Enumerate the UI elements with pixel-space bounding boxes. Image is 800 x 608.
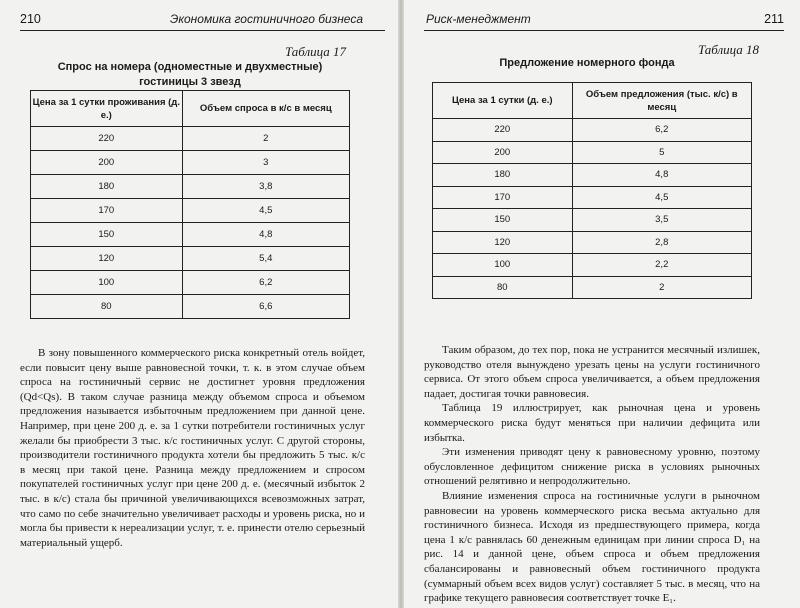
table-row <box>433 276 752 299</box>
header-cell: Объем предложения (тыс. к/с) в месяц <box>572 83 752 119</box>
header-cell: Цена за 1 сутки (д. е.) <box>433 83 573 119</box>
paragraph: Влияние изменения спроса на гостиничные услуги в рыночном равновесии на уровень коммерческого риска весьма актуально для гостиничного бизнеса. Исходя из предшествующего примера, когда цена 1 к/с равнялась 60 денежным единицам при линии спроса D₁ на рис. 14 и данной цене, объем спроса и объем предложения сбалансированы и равновесный объем гостиничного продукта (суммарный объем всех видов услуг) составляет 5 тыс. в месяц, что на графике текущего равновесия соответствует точке E₁. <box>424 489 760 605</box>
price-cell: 180 <box>31 175 183 199</box>
paragraph: В зону повышенного коммерческого риска конкретный отель войдет, если повысит цену выше равновесной точки, т. к. в этом случае объем спроса на гостиничный сервис не достигнет уровня предложения (Qd<Qs). В таком случае разница между объемом спроса и объемом предложения называется избыточным предложением при данной цене. Например, при цене 200 д. е. за 1 сутки потребители гостиничных услуг желали бы приобрести 3 тыс. к/с гостиничных услуг. С другой стороны, производители гостиничного продукта хотели бы предложить 5 тыс. к/с в месяц при такой цене. Разница между предложением и спросом покупателей гостиничных услуг при цене 200 д. е. (месячный избыток 2 тыс. в к/с) стала бы причиной увеличивающихся всевозможных затрат, что само по себе значительно увеличивает расходы и уровень риска, но и могла бы привести к нереализации услуг, т. е. принести отелю серьезный материальный ущерб. <box>20 347 365 549</box>
volume-cell: 6,2 <box>572 119 752 142</box>
volume-cell: 3,8 <box>182 175 349 199</box>
right-body-text <box>424 343 760 606</box>
table-row <box>31 199 350 223</box>
volume-cell: 4,8 <box>182 223 349 247</box>
paragraph: Таким образом, до тех пор, пока не устранится месячный излишек, руководство отеля вынуждено урезать цены на услуги гостиничного сервиса. От этого объем спроса увеличивается, а объем предложения падает, достигая точки равновесия. <box>424 344 760 400</box>
price-cell: 200 <box>433 141 573 164</box>
table-18-title <box>462 56 712 71</box>
table-17-title-line: Спрос на номера (одноместные и двухместные) <box>57 61 323 73</box>
header-cell: Цена за 1 сутки проживания (д. е.) <box>31 91 183 127</box>
table-18-label: Таблица 18 <box>698 42 760 57</box>
volume-cell: 2 <box>572 276 752 299</box>
table-18 <box>432 82 752 299</box>
price-cell: 100 <box>433 254 573 277</box>
header-cell: Объем спроса в к/с в месяц <box>182 91 349 127</box>
table-row <box>433 164 752 187</box>
right-page-number: 211 <box>764 12 784 26</box>
table-header-row <box>31 91 350 127</box>
price-cell: 170 <box>433 186 573 209</box>
price-cell: 80 <box>31 295 183 319</box>
right-page <box>402 0 800 608</box>
price-cell: 220 <box>433 119 573 142</box>
table-17-label: Таблица 17 <box>285 44 347 59</box>
volume-cell: 5,4 <box>182 247 349 271</box>
price-cell: 100 <box>31 271 183 295</box>
volume-cell: 3,5 <box>572 209 752 232</box>
left-body-text <box>20 346 365 550</box>
table-row <box>433 231 752 254</box>
table-17-title <box>40 60 340 90</box>
table-row <box>31 175 350 199</box>
table-row <box>433 141 752 164</box>
table-header-row <box>433 83 752 119</box>
price-cell: 170 <box>31 199 183 223</box>
price-cell: 120 <box>433 231 573 254</box>
paragraph: Эти изменения приводят цену к равновесному уровню, поэтому обусловленное дефицитом снижение риска в условиях рыночных отношений релятивно и непродолжительно. <box>424 446 760 488</box>
table-18-title-line: Предложение номерного фонда <box>499 57 675 69</box>
volume-cell: 6,2 <box>182 271 349 295</box>
price-cell: 200 <box>31 151 183 175</box>
price-cell: 180 <box>433 164 573 187</box>
table-row <box>433 119 752 142</box>
volume-cell: 2,8 <box>572 231 752 254</box>
volume-cell: 4,5 <box>572 186 752 209</box>
table-row <box>31 247 350 271</box>
price-cell: 120 <box>31 247 183 271</box>
table-row <box>433 209 752 232</box>
table-17-title-line: гостиницы 3 звезд <box>139 76 241 88</box>
right-running-header <box>424 10 784 31</box>
left-running-header <box>20 10 385 31</box>
table-row <box>433 186 752 209</box>
volume-cell: 5 <box>572 141 752 164</box>
volume-cell: 4,8 <box>572 164 752 187</box>
price-cell: 150 <box>31 223 183 247</box>
volume-cell: 4,5 <box>182 199 349 223</box>
right-running-head: Риск-менеджмент <box>426 12 531 26</box>
volume-cell: 2 <box>182 127 349 151</box>
price-cell: 150 <box>433 209 573 232</box>
table-row <box>31 223 350 247</box>
table-row <box>31 295 350 319</box>
price-cell: 220 <box>31 127 183 151</box>
volume-cell: 3 <box>182 151 349 175</box>
price-cell: 80 <box>433 276 573 299</box>
table-row <box>433 254 752 277</box>
table-17 <box>30 90 350 319</box>
table-row <box>31 151 350 175</box>
paragraph: Таблица 19 иллюстрирует, как рыночная цена и уровень коммерческого риска будут меняться при наличии дефицита или избытка. <box>424 402 760 444</box>
left-running-head: Экономика гостиничного бизнеса <box>170 12 364 26</box>
table-row <box>31 127 350 151</box>
left-page-number: 210 <box>20 12 41 26</box>
volume-cell: 2,2 <box>572 254 752 277</box>
table-row <box>31 271 350 295</box>
volume-cell: 6,6 <box>182 295 349 319</box>
